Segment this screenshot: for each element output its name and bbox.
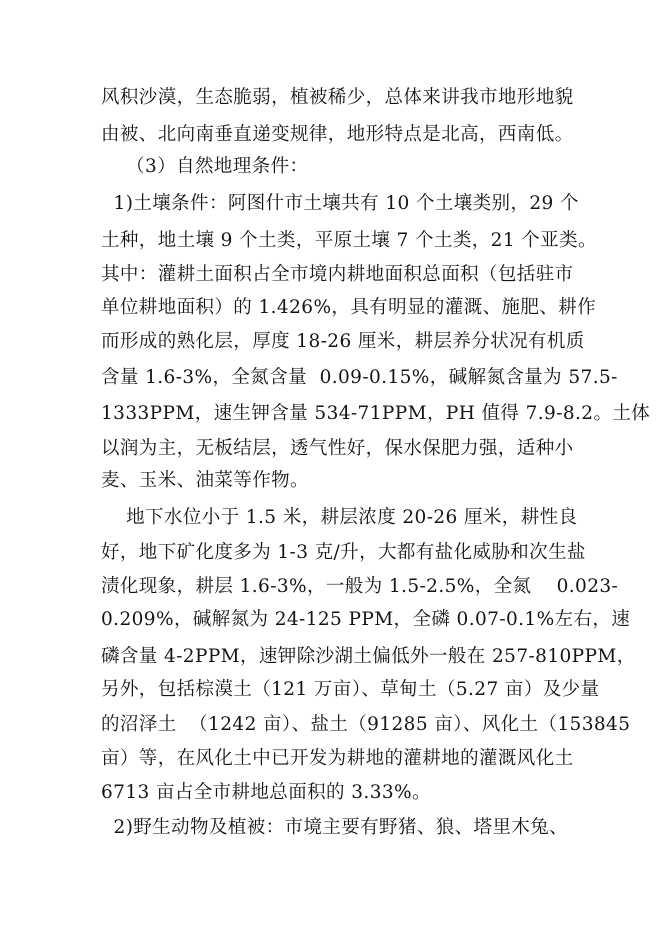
text-line: 亩）等，在风化土中已开发为耕地的灌耕地的灌溉风化土 <box>101 748 574 769</box>
text-line: 2)野生动物及植被：市境主要有野猪、狼、塔里木兔、 <box>101 817 569 838</box>
text-line: 6713 亩占全市耕地总面积的 3.33%。 <box>101 782 431 803</box>
section-heading: （3）自然地理条件： <box>101 156 309 177</box>
text-line: 1333PPM，速生钾含量 534-71PPM，PH 值得 7.9-8.2。土体 <box>101 403 651 424</box>
text-line: 的沼泽土 （1242 亩）、盐土（91285 亩）、风化土（153845 <box>101 714 631 735</box>
text-line: 而形成的熟化层，厚度 18-26 厘米，耕层养分状况有机质 <box>101 331 585 352</box>
text-line: 土种，地土壤 9 个土类，平原土壤 7 个土类，21 个亚类。 <box>101 230 597 251</box>
text-line: 以润为主，无板结层，透气性好，保水保肥力强，适种小 <box>101 438 574 459</box>
text-line: 地下水位小于 1.5 米，耕层浓度 20-26 厘米，耕性良 <box>101 507 578 528</box>
text-line: 0.209%，碱解氮为 24-125 PPM，全磷 0.07-0.1%左右，速 <box>101 609 631 630</box>
text-line: 渍化现象，耕层 1.6-3%，一般为 1.5-2.5%，全氮 0.023- <box>101 576 619 597</box>
text-line: 另外，包括棕漠土（121 万亩）、草甸土（5.27 亩）及少量 <box>101 679 600 700</box>
text-line: 磷含量 4-2PPM，速钾除沙湖土偏低外一般在 257-810PPM， <box>101 646 636 667</box>
text-line: 1)土壤条件：阿图什市土壤共有 10 个土壤类别，29 个 <box>101 193 579 214</box>
text-line: 其中：灌耕土面积占全市境内耕地面积总面积（包括驻市 <box>101 264 574 285</box>
text-line: 好，地下矿化度多为 1-3 克/升，大都有盐化威胁和次生盐 <box>101 542 586 563</box>
text-line: 麦、玉米、油菜等作物。 <box>101 470 309 491</box>
text-line: 风积沙漠，生态脆弱，植被稀少，总体来讲我市地形地貌 <box>101 87 574 108</box>
text-line: 由被、北向南垂直递变规律，地形特点是北高，西南低。 <box>101 124 574 145</box>
text-line: 单位耕地面积）的 1.426%，具有明显的灌溉、施肥、耕作 <box>101 297 597 318</box>
text-line: 含量 1.6-3%，全氮含量 0.09-0.15%，碱解氮含量为 57.5- <box>101 367 618 388</box>
